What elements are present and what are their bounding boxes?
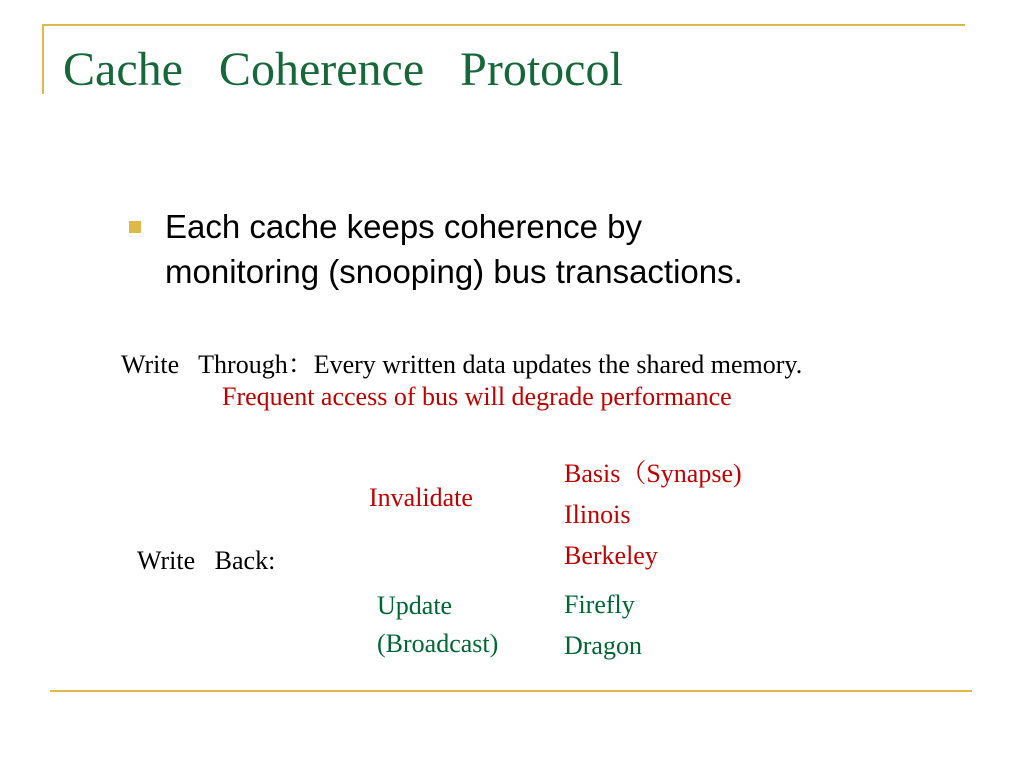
write-through-note: Frequent access of bus will degrade performance — [222, 382, 732, 411]
invalidate-protocol-list — [564, 453, 742, 576]
frame-bottom-rule — [50, 690, 972, 692]
update-protocol-list — [564, 584, 642, 666]
frame-top-rule — [42, 24, 965, 26]
protocol-item: Basis（Synapse) — [564, 459, 742, 488]
bullet-square-icon — [129, 221, 141, 233]
write-through-description: Write Through：Every written data updates the shared memory. — [121, 350, 803, 379]
bullet-point — [165, 204, 945, 294]
protocol-item: Ilinois — [564, 500, 631, 529]
invalidate-label: Invalidate — [369, 483, 473, 512]
update-label-line-1: Update — [377, 591, 453, 620]
slide-title: Cache Coherence Protocol — [63, 43, 623, 96]
bullet-line-1: Each cache keeps coherence by — [165, 208, 642, 245]
write-back-label: Write Back: — [137, 546, 276, 575]
protocol-item: Berkeley — [564, 541, 658, 570]
protocol-item: Firefly — [564, 590, 635, 619]
update-label — [377, 587, 498, 663]
frame-left-rule — [42, 24, 44, 94]
protocol-item: Dragon — [564, 631, 642, 660]
bullet-line-2: monitoring (snooping) bus transactions. — [165, 253, 743, 290]
update-label-line-2: (Broadcast) — [377, 629, 499, 658]
